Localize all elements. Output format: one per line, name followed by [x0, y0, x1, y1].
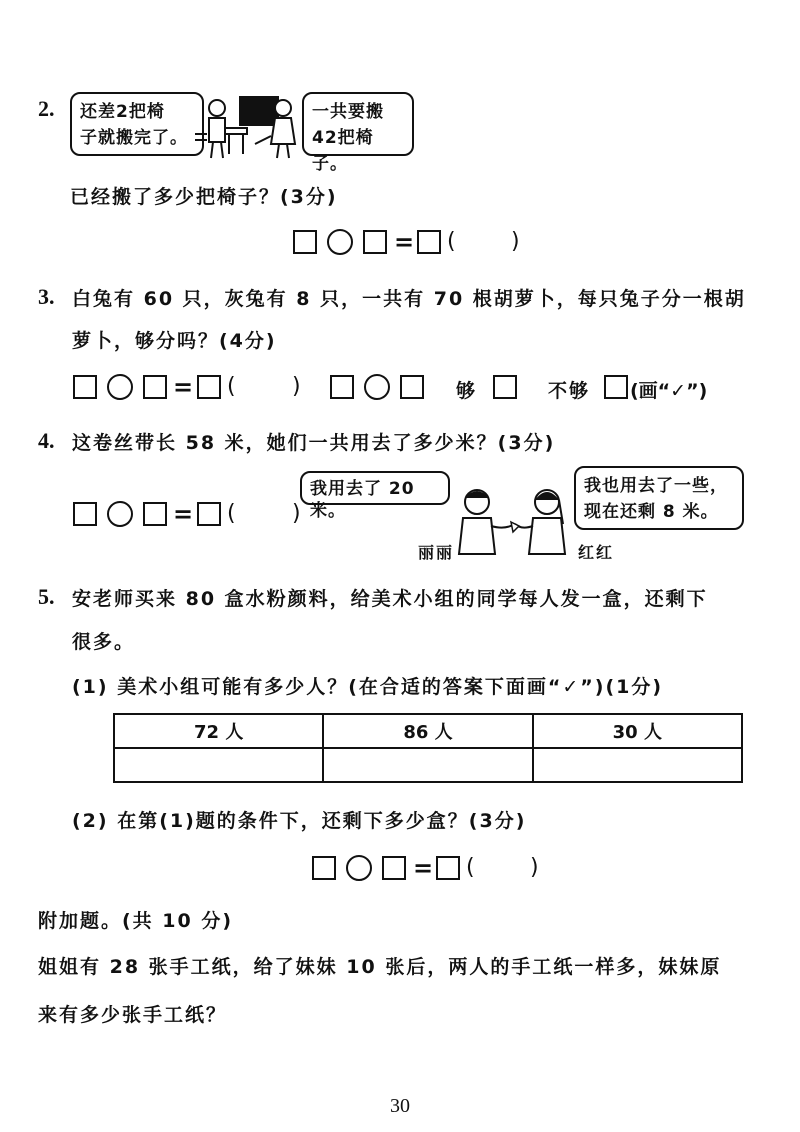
q3-draw-check-hint: (画“✓”)	[630, 380, 708, 402]
q4-operator-circle[interactable]	[107, 501, 133, 527]
q2-bubble-right-line2: 42把椅子。	[312, 128, 374, 174]
bonus-title: 附加题。(共 10 分)	[38, 910, 234, 932]
q5-sub1-question: (1) 美术小组可能有多少人？(在合适的答案下面画“✓”)(1分)	[72, 676, 664, 698]
bonus-text-line1: 姐姐有 28 张手工纸，给了妹妹 10 张后，两人的手工纸一样多，妹妹原	[38, 956, 722, 978]
q3-answer-box-2[interactable]	[143, 375, 167, 399]
children-carrying-chairs-illustration	[195, 92, 305, 162]
q5-number: 5.	[38, 584, 55, 609]
q2-bubble-right-line1: 一共要搬	[312, 102, 384, 122]
q3-answer-box-1[interactable]	[73, 375, 97, 399]
q2-bubble-left-line2: 子就搬完了。	[80, 128, 188, 148]
q4-name-lili: 丽丽	[418, 543, 455, 562]
q3-unit-paren-open: (	[227, 374, 236, 399]
q4-answer-box-1[interactable]	[73, 502, 97, 526]
q5-unit-paren-open: (	[466, 855, 475, 880]
q4-lili-bubble-text: 我用去了 20 米。	[310, 479, 415, 521]
q2-operator-circle[interactable]	[327, 229, 353, 255]
q5-options-table	[113, 713, 743, 783]
q4-lili-speech-bubble	[300, 471, 450, 521]
q4-answer-box-2[interactable]	[143, 502, 167, 526]
q5-check-cell-30[interactable]	[533, 748, 742, 782]
q4-answer-box-result[interactable]	[197, 502, 221, 526]
q4-honghong-bubble-line2: 现在还剩 8 米。	[584, 502, 719, 522]
q5-option-72: 72 人	[114, 714, 323, 748]
q2-speech-bubble-right	[302, 92, 414, 174]
girls-with-ribbon-illustration	[455, 484, 575, 556]
q5-text-line2: 很多。	[72, 631, 136, 653]
q3-equals-sign: =	[173, 373, 194, 401]
q3-text-line1: 白兔有 60 只，灰兔有 8 只，一共有 70 根胡萝卜，每只兔子分一根胡	[72, 288, 746, 310]
q2-speech-bubble-left	[70, 92, 204, 156]
bonus-text-line2: 来有多少张手工纸？	[38, 1004, 228, 1026]
q4-honghong-bubble-line1: 我也用去了一些，	[584, 476, 728, 496]
q2-equals-sign: =	[394, 228, 415, 256]
q5-answer-box-2[interactable]	[382, 856, 406, 880]
q4-unit-paren-close: )	[292, 501, 301, 526]
q3-not-enough-checkbox[interactable]	[604, 375, 628, 399]
q3-answer-box-result[interactable]	[197, 375, 221, 399]
q5-equals-sign: =	[413, 854, 434, 882]
q4-honghong-speech-bubble	[574, 466, 744, 530]
q3-not-enough-label: 不够	[548, 380, 591, 402]
q2-answer-box-result[interactable]	[417, 230, 441, 254]
q5-option-30: 30 人	[533, 714, 742, 748]
q2-answer-box-1[interactable]	[293, 230, 317, 254]
q3-enough-checkbox[interactable]	[493, 375, 517, 399]
q5-check-cell-86[interactable]	[323, 748, 532, 782]
q4-name-honghong: 红红	[578, 543, 615, 562]
q2-bubble-left-line1: 还差2把椅	[80, 102, 165, 122]
q4-question: 这卷丝带长 58 米，她们一共用去了多少米？(3分)	[72, 432, 556, 454]
q3-operator-circle[interactable]	[107, 374, 133, 400]
q3-unit-paren-close: )	[292, 374, 301, 399]
q5-answer-box-result[interactable]	[436, 856, 460, 880]
q2-unit-paren-open: (	[447, 229, 456, 254]
q3-text-line2: 萝卜，够分吗？(4分)	[72, 330, 277, 352]
q5-operator-circle[interactable]	[346, 855, 372, 881]
q4-number: 4.	[38, 428, 55, 453]
q2-question: 已经搬了多少把椅子？(3分)	[70, 186, 338, 208]
page-number: 30	[390, 1095, 410, 1117]
q3-compare-box-1[interactable]	[330, 375, 354, 399]
q5-sub2-question: (2) 在第(1)题的条件下，还剩下多少盒？(3分)	[72, 810, 527, 832]
q4-equals-sign: =	[173, 500, 194, 528]
q3-number: 3.	[38, 284, 55, 309]
q4-unit-paren-open: (	[227, 501, 236, 526]
q3-enough-label: 够	[456, 380, 478, 402]
q2-number: 2.	[38, 96, 55, 121]
q3-compare-box-2[interactable]	[400, 375, 424, 399]
q5-text-line1: 安老师买来 80 盒水粉颜料，给美术小组的同学每人发一盒，还剩下	[72, 588, 708, 610]
q2-answer-box-2[interactable]	[363, 230, 387, 254]
q5-check-cell-72[interactable]	[114, 748, 323, 782]
q5-unit-paren-close: )	[530, 855, 539, 880]
q5-answer-box-1[interactable]	[312, 856, 336, 880]
q5-option-86: 86 人	[323, 714, 532, 748]
q2-unit-paren-close: )	[511, 229, 520, 254]
q3-compare-circle[interactable]	[364, 374, 390, 400]
